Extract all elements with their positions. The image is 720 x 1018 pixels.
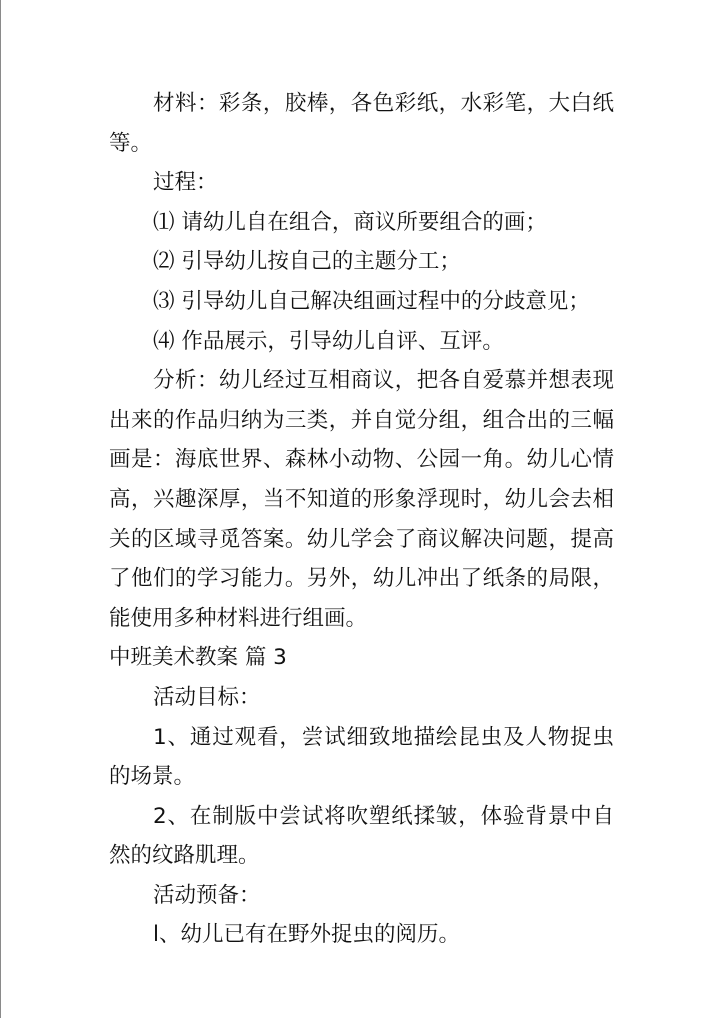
goal-item-2: 2、在制版中尝试将吹塑纸揉皱，体验背景中自然的纹路肌理。 [109,803,614,869]
goal-item-1: 1、通过观看，尝试细致地描绘昆虫及人物捉虫的场景。 [109,724,614,790]
process-heading: 过程： [153,170,218,196]
preparation-item-1: l、幼儿已有在野外捉虫的阅历。 [153,922,460,948]
goals-heading: 活动目标： [153,684,261,710]
preparation-heading: 活动预备： [153,882,261,908]
process-step-1: ⑴ 请幼儿自在组合，商议所要组合的画； [153,209,547,235]
process-step-3: ⑶ 引导幼儿自己解决组画过程中的分歧意见； [153,288,590,314]
section-title: 中班美术教案 篇 3 [109,645,287,671]
document-body [109,84,614,955]
process-step-4: ⑷ 作品展示，引导幼儿自评、互评。 [153,328,504,354]
process-step-2: ⑵ 引导幼儿按自己的主题分工； [153,249,461,275]
analysis-paragraph: 分析：幼儿经过互相商议，把各自爱慕并想表现出来的作品归纳为三类，并自觉分组，组合出的三幅画是：海底世界、森林小动物、公园一角。幼儿心情高，兴趣深厚，当不知道的形象浮现时，幼儿会去相关的区域寻觅答案。幼儿学会了商议解决问题，提高了他们的学习能力。另外，幼儿冲出了纸条的局限，能使用多种材料进行组画。 [109,368,614,631]
materials-paragraph: 材料：彩条，胶棒，各色彩纸，水彩笔，大白纸等。 [109,91,614,156]
